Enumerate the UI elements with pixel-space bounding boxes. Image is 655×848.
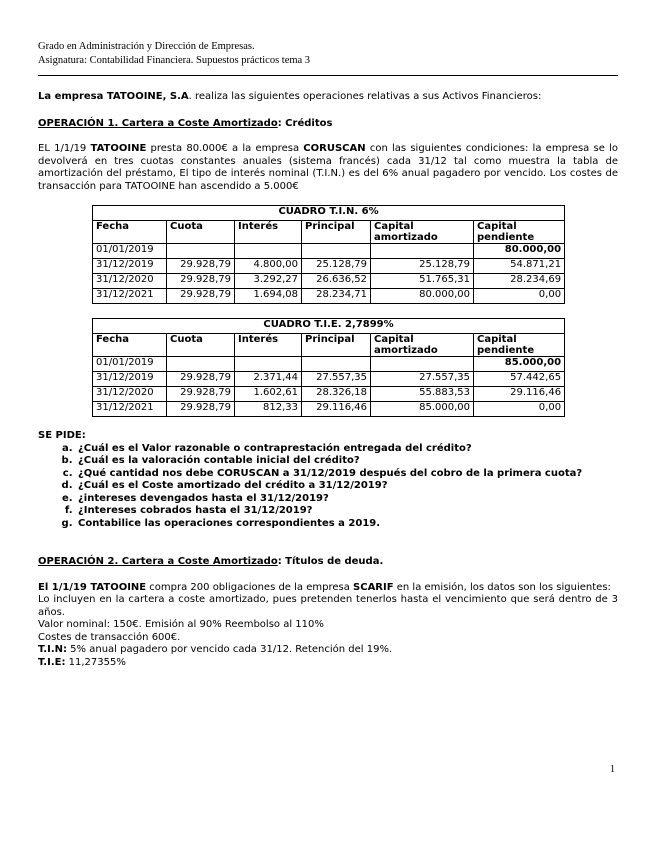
table-cell: [235, 357, 302, 372]
op2-text-d: en la emisión, los datos son los siguientes:: [393, 581, 611, 593]
table-row: [93, 402, 565, 417]
list-item: c. ¿Qué cantidad nos debe CORUSCAN a 31/12/2019 después del cobro de la primera cuota?: [76, 468, 618, 481]
op2-nominal-text: Valor nominal: 150€. Emisión al 90% Reembolso al 110%: [38, 619, 324, 630]
table-cell: 55.883,53: [371, 387, 474, 402]
intro-paragraph: [38, 91, 618, 104]
table-cell: 29.928,79: [167, 387, 235, 402]
op2-title: OPERACIÓN 2. Cartera a Coste Amortizado: [38, 556, 278, 567]
table-cell: 812,33: [235, 402, 302, 417]
op2-text-b: compra 200 obligaciones de la empresa: [146, 581, 354, 593]
header-degree: Grado en Administración y Dirección de Empresas.: [38, 41, 255, 52]
table-cell: 25.128,79: [371, 259, 474, 274]
table-cell: 28.234,69: [474, 274, 565, 289]
header-subject: Asignatura: Contabilidad Financiera. Supuestos prácticos tema 3: [38, 55, 311, 66]
list-item: g. Contabilice las operaciones correspondientes a 2019.: [76, 518, 618, 531]
col-header: Principal: [302, 334, 371, 357]
table-cell: 85.000,00: [474, 357, 565, 372]
table-cell: 31/12/2021: [93, 402, 167, 417]
table-cell: 4.800,00: [235, 259, 302, 274]
list-item: e. ¿intereses devengados hasta el 31/12/2019?: [76, 493, 618, 506]
table-cell: 31/12/2021: [93, 289, 167, 304]
op2-portfolio-text: Lo incluyen en la cartera a coste amortizado, pues pretenden tenerlos hasta el vencimiento que será dentro de 3 años.: [38, 594, 618, 618]
table-tie-header-row: [93, 334, 565, 357]
table-cell: 31/12/2019: [93, 372, 167, 387]
table-cell: 3.292,27: [235, 274, 302, 289]
col-header: Interés: [235, 221, 302, 244]
list-item: d. ¿Cuál es el Coste amortizado del crédito a 31/12/2019?: [76, 480, 618, 493]
pide-title: SE PIDE:: [38, 430, 86, 441]
op2-tie-value: 11,27355%: [65, 656, 126, 668]
pide-list: [38, 443, 618, 531]
table-cell: 0,00: [474, 289, 565, 304]
table-cell: 29.928,79: [167, 274, 235, 289]
table-cell: 29.928,79: [167, 402, 235, 417]
table-cell: 26.636,52: [302, 274, 371, 289]
list-item: b. ¿Cuál es la valoración contable inicial del crédito?: [76, 455, 618, 468]
col-header: Interés: [235, 334, 302, 357]
op2-heading: [38, 556, 618, 569]
intro-company: La empresa TATOOINE, S.A: [38, 91, 189, 102]
op2-issuer: SCARIF: [353, 581, 394, 593]
col-header: Fecha: [93, 334, 167, 357]
table-cell: [167, 357, 235, 372]
op1-text-e: con las siguientes condiciones: la empresa se lo devolverá en tres cuotas constantes anuales (sistema francés) cada 31/12 tal como muestra la tabla de amortización del préstamo, El tipo de interés nominal (T.I.N.) es del 6% anual pagadero por vencido. Los costes de transacción para TATOOINE han ascendido a 5.000€: [38, 143, 619, 192]
table-cell: 31/12/2019: [93, 259, 167, 274]
table-row: [93, 357, 565, 372]
table-row: [93, 259, 565, 274]
col-header: Cuota: [167, 221, 235, 244]
op2-tin-line: [38, 644, 618, 657]
op2-costs-text: Costes de transacción 600€.: [38, 631, 181, 643]
table-row: [93, 274, 565, 289]
table-cell: 80.000,00: [474, 244, 565, 259]
table-cell: 1.694,08: [235, 289, 302, 304]
table-cell: 29.928,79: [167, 259, 235, 274]
table-cell: 27.557,35: [371, 372, 474, 387]
col-header: Capital amortizado: [371, 221, 474, 244]
op2-subtitle: : Títulos de deuda.: [277, 556, 384, 567]
op2-tin-label: T.I.N:: [38, 644, 67, 655]
table-tin: [92, 205, 565, 304]
op1-text-a: EL 1/1/19: [38, 143, 91, 154]
op1-lender: TATOOINE: [90, 143, 147, 154]
table-cell: 2.371,44: [235, 372, 302, 387]
op1-text-c: presta 80.000€ a la empresa: [146, 143, 304, 154]
table-cell: [235, 244, 302, 259]
table-cell: 28.234,71: [302, 289, 371, 304]
document-header: [38, 40, 618, 68]
table-cell: 28.326,18: [302, 387, 371, 402]
table-cell: [302, 357, 371, 372]
op2-tie-line: [38, 657, 618, 670]
col-header: Capital pendiente: [474, 221, 565, 244]
table-cell: [302, 244, 371, 259]
table-cell: 85.000,00: [371, 402, 474, 417]
table-cell: 80.000,00: [371, 289, 474, 304]
header-divider: [38, 75, 618, 76]
op2-tin-value: 5% anual pagadero por vencido cada 31/12. Retención del 19%.: [67, 644, 393, 655]
page-number: 1: [610, 764, 615, 775]
col-header: Fecha: [93, 221, 167, 244]
op1-paragraph: [38, 143, 618, 193]
table-tin-header-row: [93, 221, 565, 244]
op2-paragraph: [38, 582, 618, 595]
table-cell: 31/12/2020: [93, 387, 167, 402]
op1-subtitle: : Créditos: [277, 117, 333, 129]
op1-heading: [38, 118, 618, 131]
list-item: a. ¿Cuál es el Valor razonable o contraprestación entregada del crédito?: [76, 443, 618, 456]
table-tie-title: CUADRO T.I.E. 2,7899%: [93, 319, 565, 334]
table-cell: 1.602,61: [235, 387, 302, 402]
table-cell: 29.116,46: [474, 387, 565, 402]
table-tie: [92, 318, 565, 417]
table-row: [93, 289, 565, 304]
op2-date-buyer: El 1/1/19 TATOOINE: [38, 581, 147, 593]
table-cell: [371, 357, 474, 372]
table-cell: 57.442,65: [474, 372, 565, 387]
table-cell: 31/12/2020: [93, 274, 167, 289]
table-row: [93, 372, 565, 387]
table-tin-title: CUADRO T.I.N. 6%: [93, 206, 565, 221]
table-cell: 0,00: [474, 402, 565, 417]
table-cell: [371, 244, 474, 259]
col-header: Capital amortizado: [371, 334, 474, 357]
table-cell: 29.928,79: [167, 372, 235, 387]
table-cell: 29.116,46: [302, 402, 371, 417]
table-row: [93, 244, 565, 259]
col-header: Cuota: [167, 334, 235, 357]
col-header: Principal: [302, 221, 371, 244]
table-cell: 54.871,21: [474, 259, 565, 274]
table-cell: 29.928,79: [167, 289, 235, 304]
table-cell: 25.128,79: [302, 259, 371, 274]
table-cell: 01/01/2019: [93, 244, 167, 259]
document-body: [38, 91, 618, 669]
table-cell: [167, 244, 235, 259]
list-item: f. ¿Intereses cobrados hasta el 31/12/2019?: [76, 505, 618, 518]
op2-tie-label: T.I.E:: [38, 656, 66, 668]
intro-text: . realiza las siguientes operaciones relativas a sus Activos Financieros:: [188, 91, 542, 102]
op1-title: OPERACIÓN 1. Cartera a Coste Amortizado: [38, 117, 278, 129]
table-cell: 27.557,35: [302, 372, 371, 387]
table-cell: 01/01/2019: [93, 357, 167, 372]
table-row: [93, 387, 565, 402]
table-cell: 51.765,31: [371, 274, 474, 289]
op1-borrower: CORUSCAN: [303, 143, 366, 154]
col-header: Capital pendiente: [474, 334, 565, 357]
